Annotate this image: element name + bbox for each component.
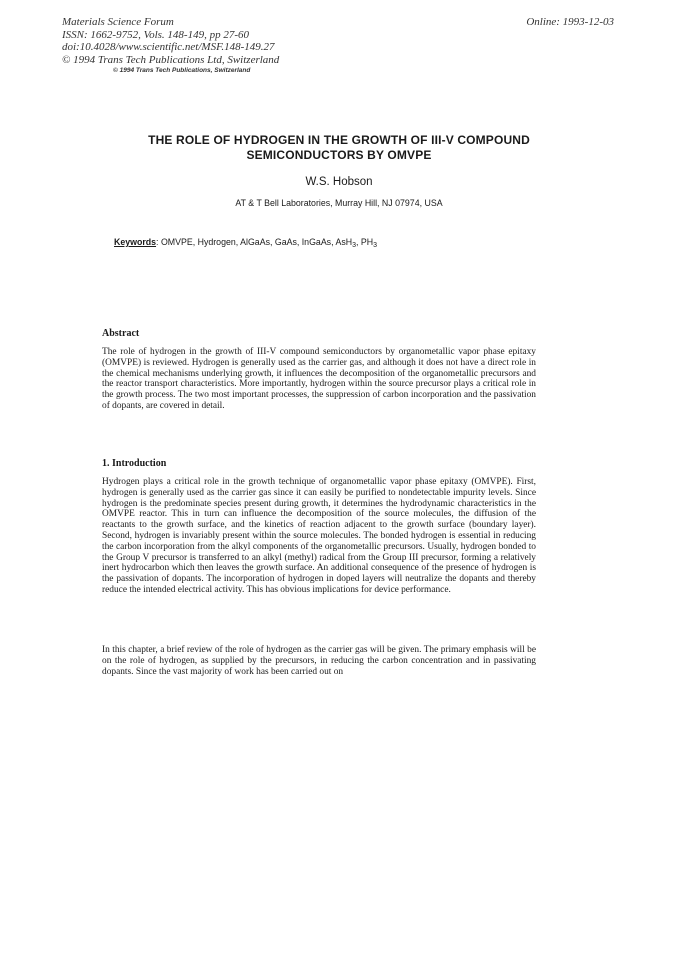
introduction-heading: 1. Introduction xyxy=(102,458,167,469)
keywords-subscript-2: 3 xyxy=(373,242,378,249)
journal-header xyxy=(62,16,279,75)
keywords-list: OMVPE, Hydrogen, AlGaAs, GaAs, InGaAs, AsH xyxy=(160,237,353,247)
introduction-paragraph-1: Hydrogen plays a critical role in the growth technique of organometallic vapor phase epitaxy (OMVPE). First, hydrogen is generally used as the carrier gas since it can easily be purified to nondetectable impurity levels. Since hydrogen is the predominate species present during growth, it determines the hydrodynamic characteristics in the OMVPE reactor. This in turn can influence the decomposition of the source molecules, the diffusion of the reactants to the growth surface, and the kinetics of reaction adjacent to the growth surface (boundary layer). Second, hydrogen is invariably present within the source molecules. The bonded hydrogen is essential in reducing the carbon incorporation from the alkyl components of the organometallic precursors. Usually, hydrogen bonded to the Group V precursor is transferred to an alkyl (methyl) radical from the Group III precursor, forming a relatively inert hydrocarbon which then leaves the growth surface. An additional consequence of the presence of hydrogen is the passivation of dopants. The incorporation of hydrogen in doped layers will neutralize the dopants and thereby reduce the intended electrical activity. This has obvious implications for device performance. xyxy=(102,477,536,595)
online-date: Online: 1993-12-03 xyxy=(526,16,614,28)
keywords-separator: , PH xyxy=(356,237,374,247)
paper-title xyxy=(80,133,598,163)
author: W.S. Hobson xyxy=(305,176,373,188)
copyright-line: © 1994 Trans Tech Publications Ltd, Switzerland xyxy=(62,53,280,66)
abstract-heading: Abstract xyxy=(102,328,140,339)
keywords: Keywords: OMVPE, Hydrogen, AlGaAs, GaAs, InGaAs, AsH$_3$, $PH_3$ xyxy=(114,237,378,249)
title-line-2: SEMICONDUCTORS BY OMVPE xyxy=(246,148,432,162)
keywords-subscript-1: 3 xyxy=(352,242,357,249)
journal-name: Materials Science Forum xyxy=(62,16,174,28)
title-line-1: THE ROLE OF HYDROGEN IN THE GROWTH OF III-V COMPOUND xyxy=(148,133,530,147)
keywords-label: Keywords xyxy=(114,237,157,247)
doi-line[interactable]: doi:10.4028/www.scientific.net/MSF.148-149.27 xyxy=(62,41,275,53)
publisher-stamp: © 1994 Trans Tech Publications, Switzerland xyxy=(113,67,251,74)
affiliation: AT & T Bell Laboratories, Murray Hill, NJ 07974, USA xyxy=(235,198,443,208)
abstract-text: The role of hydrogen in the growth of III-V compound semiconductors by organometallic vapor phase epitaxy (OMVPE) is reviewed. Hydrogen is generally used as the carrier gas, and although it does not have a direct role in the chemical mechanisms underlying growth, it influences the decomposition of the organometallic precursors and the reactor transport characteristics. More importantly, hydrogen within the source precursor plays a critical role in the growth process. The two most important processes, the suppression of carbon incorporation and the passivation of dopants, are covered in detail. xyxy=(102,347,536,411)
introduction-paragraph-2: In this chapter, a brief review of the role of hydrogen as the carrier gas will be given. The primary emphasis will be on the role of hydrogen, as supplied by the precursors, in reducing the carbon concentration and in passivating dopants. Since the vast majority of work has been carried out on xyxy=(102,645,536,677)
issn-line: ISSN: 1662-9752, Vols. 148-149, pp 27-60 xyxy=(62,28,249,41)
